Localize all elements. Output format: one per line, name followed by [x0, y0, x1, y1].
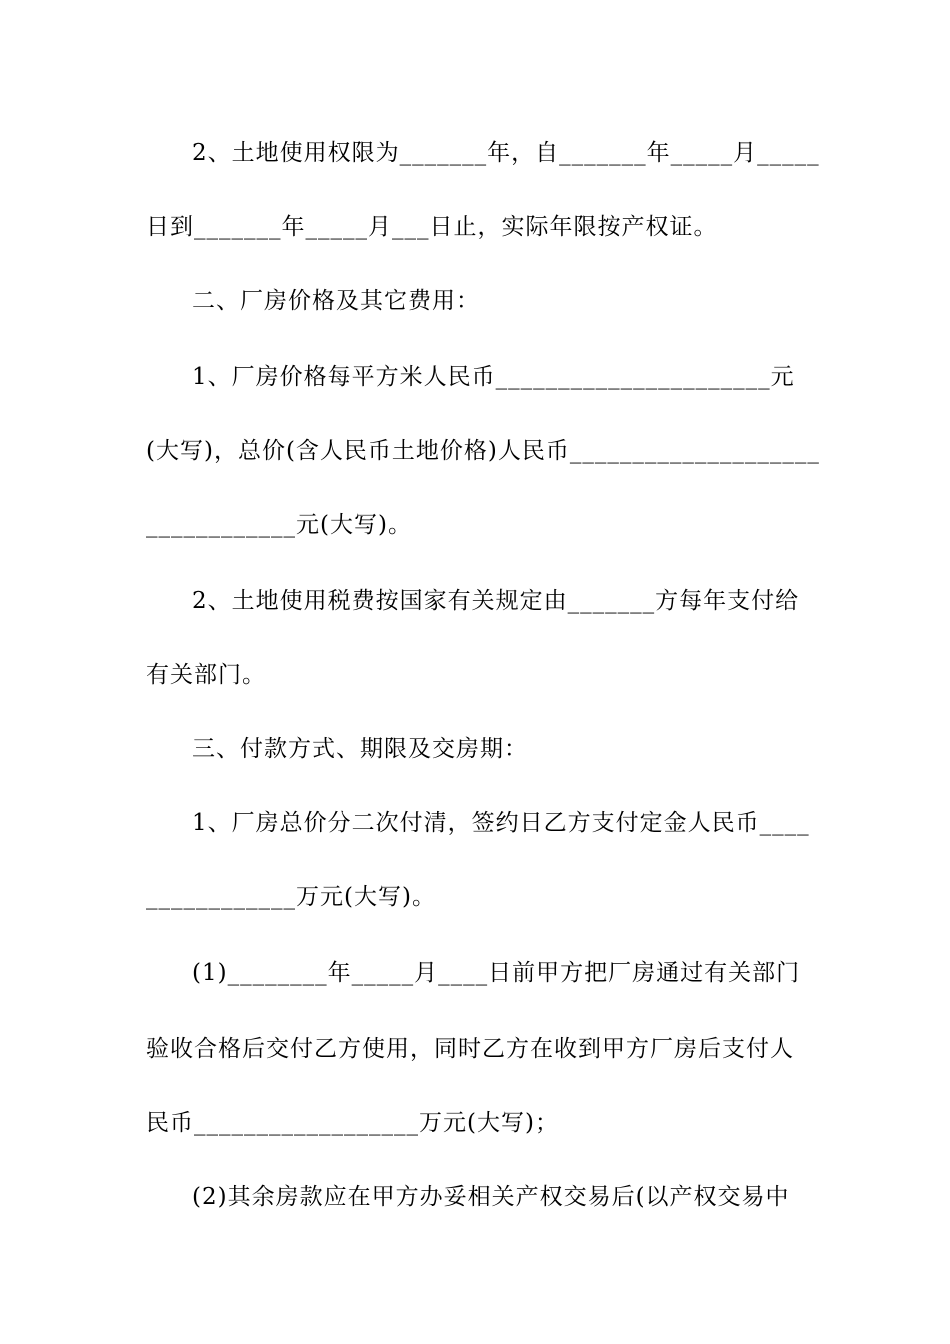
- paragraph-land-use-term: 2、土地使用权限为_______年，自_______年_____月_____: [192, 140, 820, 166]
- paragraph-item-1-cont2: 民币__________________万元(大写)；: [146, 1110, 559, 1136]
- paragraph-item-2: (2)其余房款应在甲方办妥相关产权交易后(以产权交易中: [192, 1184, 790, 1210]
- paragraph-land-tax: 2、土地使用税费按国家有关规定由_______方每年支付给: [192, 588, 800, 614]
- paragraph-payment-installments: 1、厂房总价分二次付清，签约日乙方支付定金人民币____: [192, 810, 810, 836]
- paragraph-total-price-cont: ____________元(大写)。: [146, 512, 412, 538]
- paragraph-total-price: (大写)，总价(含人民币土地价格)人民币____________________: [146, 438, 820, 464]
- paragraph-land-tax-cont: 有关部门。: [146, 662, 266, 688]
- paragraph-unit-price: 1、厂房价格每平方米人民币______________________元: [192, 364, 795, 390]
- paragraph-land-use-term-cont: 日到_______年_____月___日止，实际年限按产权证。: [146, 214, 718, 240]
- paragraph-payment-installments-cont: ____________万元(大写)。: [146, 884, 436, 910]
- paragraph-item-1: (1)________年_____月____日前甲方把厂房通过有关部门: [192, 960, 801, 986]
- section-heading-payment: 三、付款方式、期限及交房期：: [192, 736, 528, 762]
- section-heading-price: 二、厂房价格及其它费用：: [192, 288, 480, 314]
- paragraph-item-1-cont: 验收合格后交付乙方使用，同时乙方在收到甲方厂房后支付人: [146, 1036, 794, 1062]
